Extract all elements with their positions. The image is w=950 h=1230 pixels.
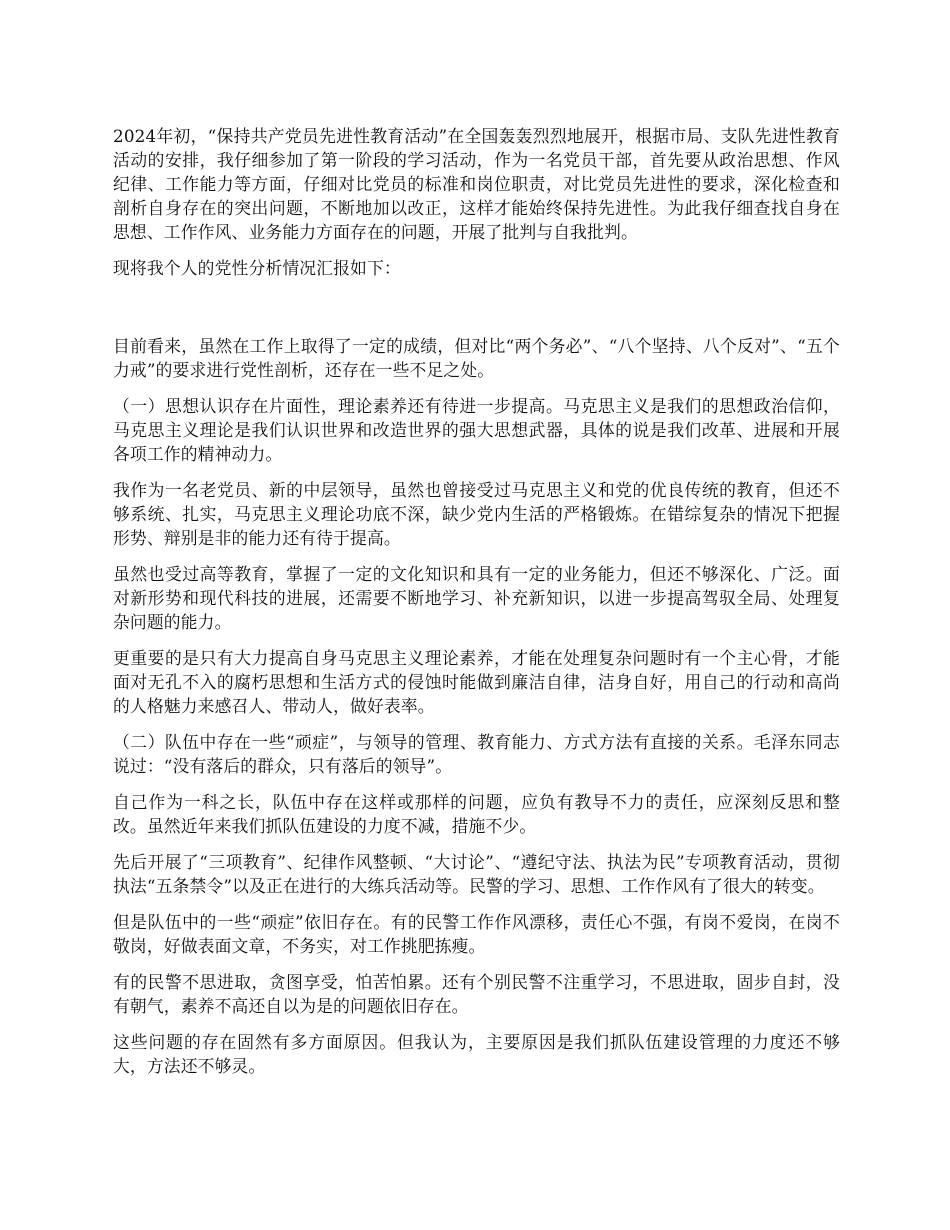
analysis-overview-paragraph: 目前看来，虽然在工作上取得了一定的成绩，但对比“两个务必”、“八个坚持、八个反对”、“五个力戒”的要求进行党性剖析，还存在一些不足之处。 <box>113 336 840 380</box>
section-one-heading-paragraph: （一）思想认识存在片面性，理论素养还有待进一步提高。马克思主义是我们的思想政治信仰，马克思主义理论是我们认识世界和改造世界的强大思想武器，具体的说是我们改革、进展和开展各项工作的精神动力。 <box>113 396 840 464</box>
document-page <box>113 124 840 1078</box>
section-two-heading-paragraph: （二）队伍中存在一些“顽症”，与领导的管理、教育能力、方式方法有直接的关系。毛泽东同志说过：“没有落后的群众，只有落后的领导”。 <box>113 732 840 776</box>
closing-paragraph: 这些问题的存在固然有多方面原因。但我认为，主要原因是我们抓队伍建设管理的力度还不够大，方法还不够灵。 <box>113 1032 840 1076</box>
body-paragraph: 但是队伍中的一些“顽症”依旧存在。有的民警工作作风漂移，责任心不强，有岗不爱岗，在岗不敬岗，好做表面文章，不务实，对工作挑肥拣瘦。 <box>113 912 840 956</box>
body-paragraph: 更重要的是只有大力提高自身马克思主义理论素养，才能在处理复杂问题时有一个主心骨，才能面对无孔不入的腐朽思想和生活方式的侵蚀时能做到廉洁自律，洁身自好，用自己的行动和高尚的人格魅力来感召人、带动人，做好表率。 <box>113 648 840 716</box>
intro-paragraph: 2024年初，“保持共产党员先进性教育活动”在全国轰轰烈烈地展开，根据市局、支队先进性教育活动的安排，我仔细参加了第一阶段的学习活动，作为一名党员干部，首先要从政治思想、作风纪律、工作能力等方面，仔细对比党员的标准和岗位职责，对比党员先进性的要求，深化检查和剖析自身存在的突出问题，不断地加以改正，这样才能始终保持先进性。为此我仔细查找自身在思想、工作作风、业务能力方面存在的问题，开展了批判与自我批判。 <box>113 126 840 242</box>
report-lead-paragraph: 现将我个人的党性分析情况汇报如下： <box>113 258 401 278</box>
body-paragraph: 有的民警不思进取，贪图享受，怕苦怕累。还有个别民警不注重学习，不思进取，固步自封，没有朝气，素养不高还自以为是的问题依旧存在。 <box>113 972 840 1016</box>
body-paragraph: 虽然也受过高等教育，掌握了一定的文化知识和具有一定的业务能力，但还不够深化、广泛。面对新形势和现代科技的进展，还需要不断地学习、补充新知识，以进一步提高驾驭全局、处理复杂问题的能力。 <box>113 564 840 632</box>
body-paragraph: 自己作为一科之长，队伍中存在这样或那样的问题，应负有教导不力的责任，应深刻反思和整改。虽然近年来我们抓队伍建设的力度不减，措施不少。 <box>113 792 840 836</box>
body-paragraph: 我作为一名老党员、新的中层领导，虽然也曾接受过马克思主义和党的优良传统的教育，但还不够系统、扎实，马克思主义理论功底不深，缺少党内生活的严格锻炼。在错综复杂的情况下把握形势、辩别是非的能力还有待于提高。 <box>113 480 840 548</box>
body-paragraph: 先后开展了“三项教育”、纪律作风整顿、“大讨论”、“遵纪守法、执法为民”专项教育活动，贯彻执法“五条禁令”以及正在进行的大练兵活动等。民警的学习、思想、工作作风有了很大的转变。 <box>113 852 840 896</box>
